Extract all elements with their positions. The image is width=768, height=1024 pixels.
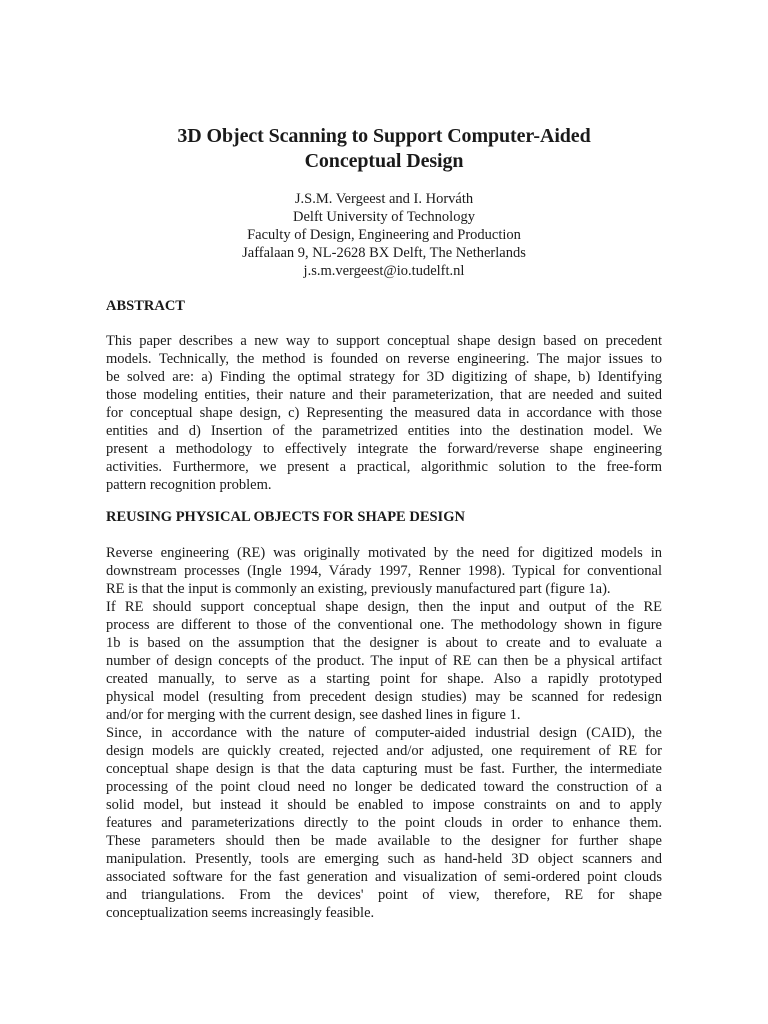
abstract-paragraph [106,332,662,494]
title-line-2: Conceptual Design [304,150,464,172]
body-line: These parameters should then be made available to the designer for further shape [106,833,662,849]
body-line: conceptualization seems increasingly feasible. [106,905,375,921]
body-line: If RE should support conceptual shape design, then the input and output of the RE [106,599,662,615]
title-line-1: 3D Object Scanning to Support Computer-Aided [177,125,591,147]
body-line: Since, in accordance with the nature of computer-aided industrial design (CAID), the [106,725,662,741]
abstract-line: models. Technically, the method is founded on reverse engineering. The major issues to [106,351,662,367]
body-line: physical model (resulting from precedent design studies) may be scanned for redesign [106,689,662,705]
body-line: conceptual shape design is that the data capturing must be fast. Further, the intermediate [106,761,662,777]
body-line: solid model, but instead it should be enabled to impose constraints on and to apply [106,797,662,813]
abstract-heading: ABSTRACT [106,298,185,314]
body-line: process are different to those of the conventional one. The methodology shown in figure [106,617,662,633]
abstract-line: be solved are: a) Finding the optimal strategy for 3D digitizing of shape, b) Identifying [106,369,662,385]
body-line: processing of the point cloud need no longer be dedicated toward the construction of a [106,779,662,795]
body-line: Reverse engineering (RE) was originally motivated by the need for digitized models in [106,545,662,561]
body-line: 1b is based on the assumption that the designer is about to create and to evaluate a [106,635,662,651]
author-names: J.S.M. Vergeest and I. Horváth [294,191,474,207]
abstract-line: entities and d) Insertion of the parametrized entities into the destination model. We [106,423,662,439]
body-line: associated software for the fast generation and visualization of semi-ordered point clouds [106,869,662,885]
section-heading: REUSING PHYSICAL OBJECTS FOR SHAPE DESIGN [106,509,465,525]
author-block [0,190,768,280]
author-faculty: Faculty of Design, Engineering and Production [247,227,521,243]
abstract-line: for conceptual shape design, c) Representing the measured data in accordance with those [106,405,662,421]
abstract-line: pattern recognition problem. [106,477,272,493]
body-line: created manually, to serve as a starting point for shape. Also a rapidly prototyped [106,671,662,687]
body-line: number of design concepts of the product. The input of RE can then be a physical artifact [106,653,662,669]
section-paragraph-1 [106,544,662,598]
abstract-line: those modeling entities, their nature and their parameterization, that are needed and suited [106,387,662,403]
author-address: Jaffalaan 9, NL-2628 BX Delft, The Netherlands [242,245,526,261]
abstract-line: activities. Furthermore, we present a practical, algorithmic solution to the free-form [106,459,662,475]
body-line: features and parameterizations directly to the point clouds in order to enhance them. [106,815,662,831]
body-line: and/or for merging with the current design, see dashed lines in figure 1. [106,707,521,723]
body-line: design models are quickly created, rejected and/or adjusted, one requirement of RE for [106,743,662,759]
paper-title [0,124,768,174]
author-university: Delft University of Technology [293,209,475,225]
body-line: and triangulations. From the devices' point of view, therefore, RE for shape [106,887,662,903]
abstract-line: present a methodology to effectively integrate the forward/reverse shape engineering [106,441,662,457]
body-line: RE is that the input is commonly an existing, previously manufactured part (figure 1a). [106,581,611,597]
section-paragraph-2 [106,598,662,724]
body-line: manipulation. Presently, tools are emerging such as hand-held 3D object scanners and [106,851,662,867]
body-line: downstream processes (Ingle 1994, Várady 1997, Renner 1998). Typical for conventional [106,563,662,579]
author-email: j.s.m.vergeest@io.tudelft.nl [303,263,465,279]
abstract-line: This paper describes a new way to support conceptual shape design based on precedent [106,333,662,349]
section-paragraph-3 [106,724,662,922]
